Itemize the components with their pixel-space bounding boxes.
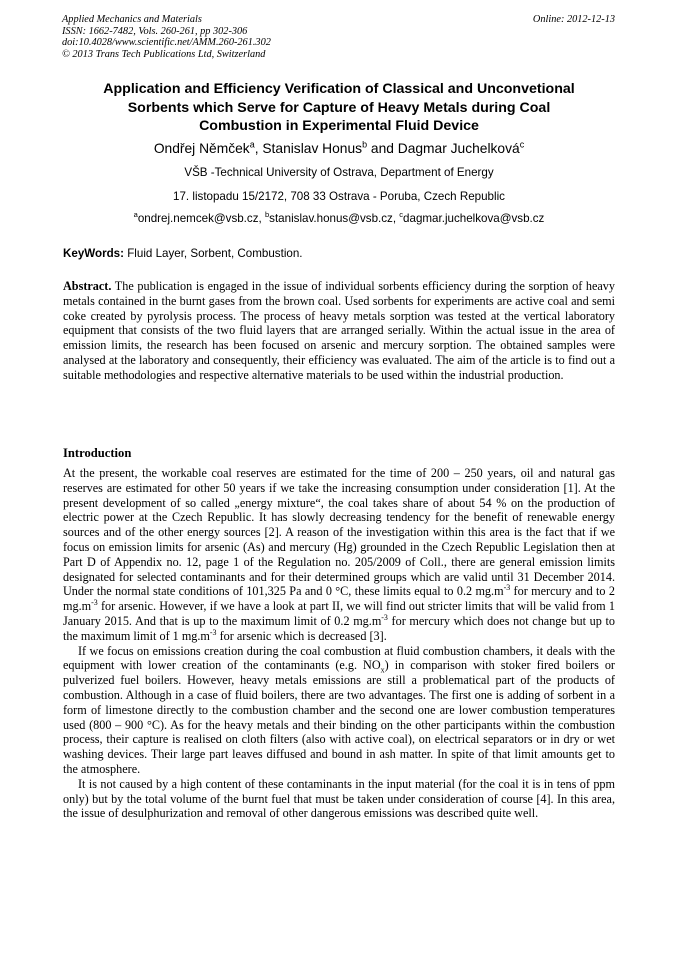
section-heading-introduction: Introduction [63, 446, 132, 460]
issn-line: ISSN: 1662-7482, Vols. 260-261, pp 302-306 [62, 25, 248, 37]
author-2-marker: b [362, 139, 368, 150]
email-marker-b: b [264, 210, 270, 220]
superscript: -3 [381, 612, 388, 622]
author-emails [40, 212, 638, 226]
text-run: for mercury which does not change but up to the maximum limit of 1 mg.m [63, 613, 615, 643]
affiliation-institution: VŠB -Technical University of Ostrava, Department of Energy [184, 166, 494, 179]
author-3-marker: c [519, 139, 525, 150]
title-line-1: Application and Efficiency Verification of Classical and Unconvetional [103, 81, 575, 97]
subscript: x [380, 665, 385, 675]
email-b: stanislav.honus@vsb.cz, [269, 212, 400, 225]
text-run: At the present, the workable coal reserves are estimated for the time of 200 – 250 years, oil and natural gas reserves are estimated for other 50 years if we take the increasing consumption under consideration [1]. At the present development of so called „energy mixture“, the coal takes share of about 54 % on the production of electric power at the Czech Republic. It has slowly decreasing tendency for the benefit of renewable energy sources and of the other energy sources [2]. A reason of the investigation within this area is the fact that if we focus on emission limits for arsenic (As) and mercury (Hg) grounded in the Czech Republic Legislation then at Part D of Appendix no. 12, page 1 of the Regulation no. 205/2009 of Coll., there are general emission limits designated for selected contaminants and for their determined groups which are valid until 31 December 2014. Under the normal state conditions of 101,325 Pa and 0 °C, these limits equal to 0.2 mg.m [63, 466, 615, 599]
keywords [63, 247, 303, 261]
paragraph [63, 644, 615, 777]
copyright-line: © 2013 Trans Tech Publications Ltd, Switzerland [62, 48, 266, 60]
author-list [40, 140, 638, 158]
affiliation-address: 17. listopadu 15/2172, 708 33 Ostrava - Poruba, Czech Republic [173, 190, 505, 203]
email-marker-a: a [133, 210, 138, 220]
text-run: for mercury and to 2 mg.m [63, 584, 615, 614]
superscript: -3 [91, 598, 98, 608]
email-a: ondrej.nemcek@vsb.cz, [137, 212, 265, 225]
keywords-label: KeyWords: [63, 247, 124, 260]
introduction-body [63, 466, 615, 821]
journal-name: Applied Mechanics and Materials [62, 14, 202, 25]
running-header [62, 14, 615, 60]
email-marker-c: c [399, 210, 404, 220]
author-separator: and [367, 141, 398, 156]
doi-line: doi:10.4028/www.scientific.net/AMM.260-261.302 [62, 37, 271, 49]
superscript: -3 [503, 583, 511, 593]
superscript: -3 [209, 627, 217, 637]
author-separator: , [254, 141, 263, 156]
title-line-2: Sorbents which Serve for Capture of Heavy Metals during Coal [127, 99, 551, 116]
text-run: for arsenic which is decreased [3]. [216, 628, 387, 643]
paragraph [63, 466, 615, 644]
author-1: Ondřej Němček [153, 141, 250, 156]
title-line-3: Combustion in Experimental Fluid Device [199, 118, 479, 134]
email-c: dagmar.juchelkova@vsb.cz [403, 212, 545, 225]
abstract [63, 279, 615, 383]
text-run: If we focus on emissions creation during the coal combustion at fluid combustion chambers, it deals with the equipment with lower creation of the contaminants (e.g. NO [63, 643, 615, 673]
keywords-text: Fluid Layer, Sorbent, Combustion. [124, 247, 303, 260]
abstract-label: Abstract. [63, 279, 112, 293]
abstract-text: The publication is engaged in the issue of individual sorbents efficiency during the sorption of heavy metals contained in the burnt gases from the brown coal. Used sorbents for experiments are active coal and semi coke created by pyrolysis process. The process of heavy metals sorption was tested at the vertical laboratory equipment that consists of the two fluid layers that are arranged serially. Within the actual issue in the area of emission limits, the research has been focused on arsenic and mercury sorption. The obtained samples were analysed at the laboratory and consequently, their efficiency was evaluated. The aim of the article is to find out a suitable methodologies and respective alternative materials to be used within the industrial production. [63, 279, 615, 382]
author-1-marker: a [249, 139, 255, 150]
author-3: Dagmar Juchelková [397, 141, 520, 156]
paragraph: It is not caused by a high content of these contaminants in the input material (for the coal it is in tens of ppm only) but by the total volume of the burnt fuel that must be taken under consideration of course [4]. In this area, the issue of desulphurization and removal of other dangerous emissions was described quite well. [63, 776, 615, 821]
online-date: Online: 2012-12-13 [532, 14, 615, 25]
paper-title [56, 80, 622, 136]
author-2: Stanislav Honus [262, 141, 363, 156]
text-run: for arsenic. However, if we have a look at part II, we will find out stricter limits that will be valid from 1 January 2015. And that is up to the maximum limit of 0.2 mg.m [63, 599, 615, 628]
text-run: ) in comparison with stoker fired boilers or pulverized fuel boilers. However, heavy metals emissions are still a problematical part of the products of combustion. Although in a case of fluid boilers, there are two advantages. The first one is adding of sorbent in a form of limestone directly to the combustion chamber and the second one are lower combustion temperatures used (800 – 900 °C). As for the heavy metals and their binding on the other participants within the combustion process, their capture is realised on cloth filters (also with active coal), on electrical separators or in dry or wet washing devices. Their large part leaves diffused and bound in ash matter. In spite of that limit amounts get to the atmosphere. [63, 658, 615, 776]
